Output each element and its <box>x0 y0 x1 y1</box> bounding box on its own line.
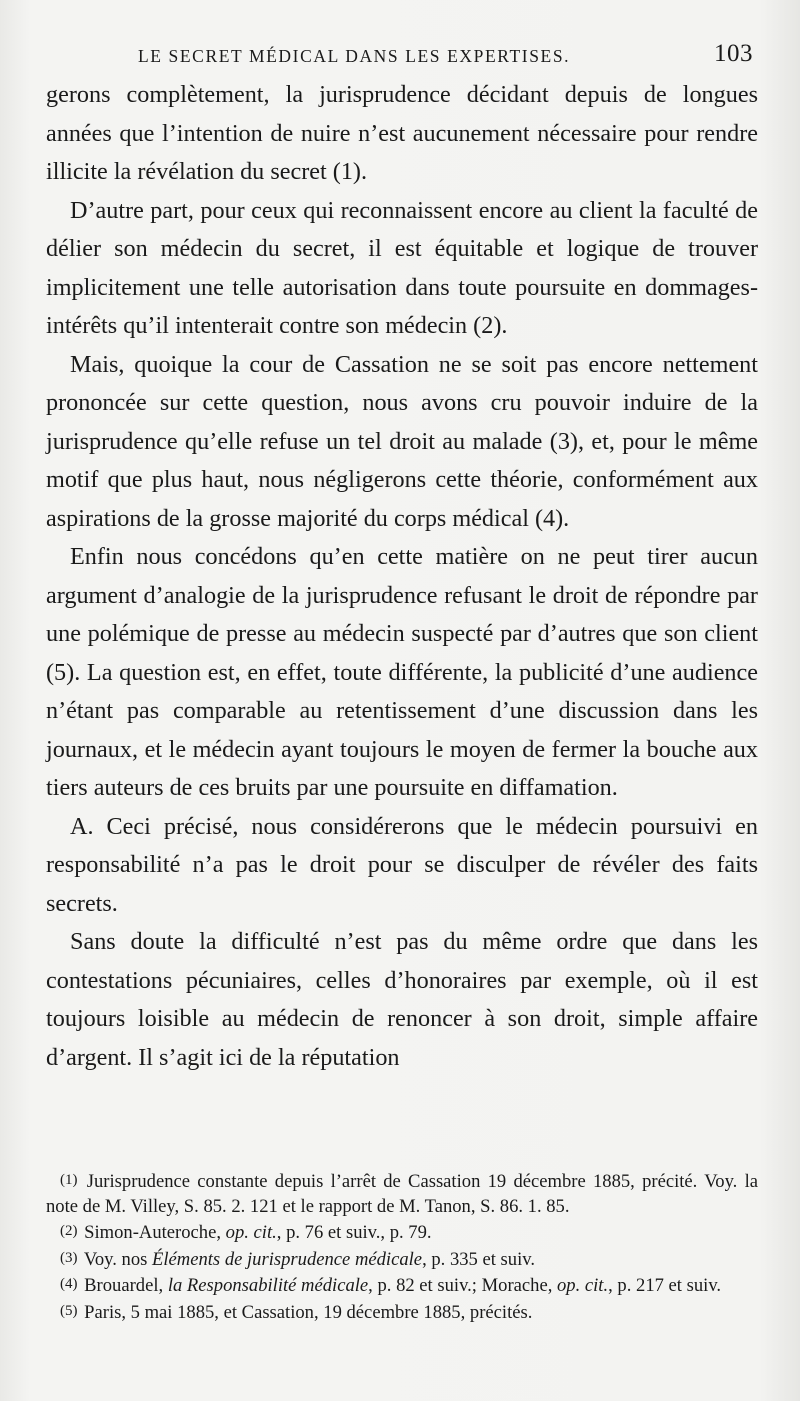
footnote-text: , p. 217 et suiv. <box>608 1275 722 1296</box>
footnote-2 <box>46 1219 758 1246</box>
footnote-mark: (5) <box>60 1302 78 1319</box>
footnote-text: , p. 335 et suiv. <box>422 1248 535 1270</box>
footnote-text: , p. 76 et suiv., p. 79. <box>276 1222 432 1243</box>
paragraph: Mais, quoique la cour de Cassation ne se soit pas encore nettement prononcée sur cette question, nous avons cru pouvoir induire de la jurisprudence qu’elle refuse un tel droit au malade (3), et, pour le même motif que plus haut, nous négligerons cette théorie, conformément aux aspirations de la grosse majorité du corps médical (4). <box>46 350 758 532</box>
footnote-5 <box>46 1299 758 1326</box>
footnotes <box>46 1168 758 1325</box>
running-head <box>0 40 800 70</box>
footnote-mark: (2) <box>60 1223 78 1239</box>
footnote-mark: (3) <box>60 1249 78 1266</box>
footnote-3 <box>46 1246 758 1273</box>
footnote-italic: Éléments de jurisprudence médicale <box>152 1248 423 1270</box>
footnote-mark: (1) <box>60 1172 78 1188</box>
footnote-text: Paris, 5 mai 1885, et Cassation, 19 décembre 1885, précités. <box>84 1301 533 1323</box>
footnote-text: Voy. nos <box>83 1248 153 1270</box>
footnote-text: , p. 82 et suiv.; Morache, <box>368 1275 557 1296</box>
footnote-text: Simon-Auteroche, <box>84 1222 226 1243</box>
footnote-4 <box>46 1272 758 1299</box>
paragraph: A. Ceci précisé, nous considérerons que le médecin poursuivi en responsabilité n’a pas le droit pour se disculper de révéler des faits secrets. <box>46 812 758 917</box>
footnote-1 <box>46 1168 758 1219</box>
paragraph: Enfin nous concédons qu’en cette matière on ne peut tirer aucun argument d’analogie de la jurisprudence refusant le droit de répondre par une polémique de presse au médecin suspecté par d’autres que son client (5). La question est, en effet, toute différente, la publicité d’une audience n’étant pas comparable au retentissement d’une discussion dans les journaux, et le médecin ayant toujours le moyen de fermer la bouche aux tiers auteurs de ces bruits par une poursuite en diffamation. <box>46 543 758 801</box>
footnote-italic: op. cit. <box>225 1222 277 1243</box>
paragraph: gerons complètement, la jurisprudence décidant depuis de longues années que l’intention de nuire n’est aucunement nécessaire pour rendre illicite la révélation du secret (1). <box>46 81 758 185</box>
page-number: 103 <box>714 40 753 67</box>
footnote-italic: op. cit. <box>557 1275 609 1296</box>
footnote-text: Jurisprudence constante depuis l’arrêt de Cassation 19 décembre 1885, précité. Voy. la note de M. Villey, S. 85. 2. 121 et le rapport de M. Tanon, S. 86. 1. 85. <box>46 1171 758 1217</box>
body-text <box>46 76 758 1077</box>
running-head-title: LE SECRET MÉDICAL DANS LES EXPERTISES. <box>138 46 571 66</box>
footnote-text: Brouardel, <box>84 1275 168 1296</box>
paragraph: D’autre part, pour ceux qui reconnaissent encore au client la faculté de délier son médecin du secret, il est équitable et logique de trouver implicitement une telle autorisation dans toute poursuite en dommages-intérêts qu’il intenterait contre son médecin (2). <box>46 196 758 339</box>
paragraph: Sans doute la difficulté n’est pas du même ordre que dans les contestations pécuniaires, celles d’honoraires par exemple, où il est toujours loisible au médecin de renoncer à son droit, simple affaire d’argent. Il s’agit ici de la réputation <box>46 928 758 1071</box>
footnote-italic: la Responsabilité médicale <box>167 1275 369 1296</box>
footnote-mark: (4) <box>60 1276 78 1292</box>
